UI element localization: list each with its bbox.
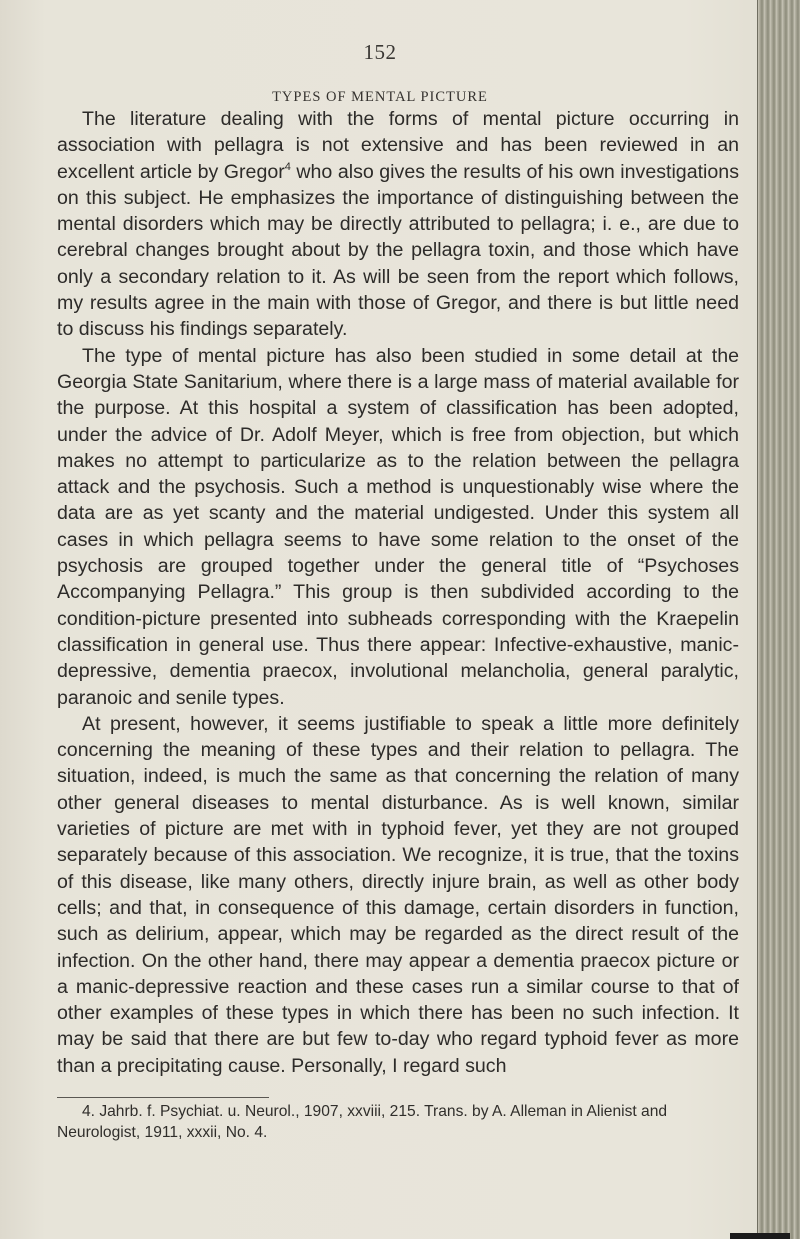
book-page-edge	[757, 0, 800, 1239]
page-edge-shadow	[730, 1233, 790, 1239]
footnote-reference: 4	[284, 160, 291, 173]
footnote-text: 4. Jahrb. f. Psychiat. u. Neurol., 1907, xxviii, 215. Trans. by A. Alleman in Alienist and Neurologist, 1911, xxxii, No. 4.	[57, 1103, 668, 1141]
paragraph-3: At present, however, it seems justifiable to speak a little more definitely concerning the meaning of these types and their relation to pellagra. The situation, indeed, is much the same as that concerning the relation of many other general diseases to mental disturbance. As is well known, similar varieties of picture are met with in typhoid fever, yet they are not grouped separately because of this association. We recognize, it is true, that the toxins of this disease, like many others, directly injure brain, as well as other body cells; and that, in consequence of this damage, certain disorders in function, such as delirium, appear, which may be regarded as the direct result of the infection. On the other hand, there may appear a dementia praecox picture or a manic-depressive reaction and these cases run a similar course to that of other examples of these types in which there has been no such infection. It may be said that there are but few to-day who regard typhoid fever as more than a precipitating cause. Personally, I regard such	[57, 712, 739, 1077]
running-head: TYPES OF MENTAL PICTURE	[272, 89, 488, 105]
body-text	[57, 106, 739, 1079]
footnote	[57, 1102, 739, 1143]
paragraph-1	[57, 106, 739, 343]
page-number: 152	[363, 40, 397, 64]
paragraph-2: The type of mental picture has also been studied in some detail at the Georgia State Sanitarium, where there is a large mass of material available for the purpose. At this hospital a system of classification has been adopted, under the advice of Dr. Adolf Meyer, which is free from objection, but which makes no attempt to particularize as to the relation between the pellagra attack and the psychosis. Such a method is unquestionably wise where the data are as yet scanty and the material undigested. Under this system all cases in which pellagra seems to have some relation to the onset of the psychosis are grouped together under the general title of “Psychoses Accompanying Pellagra.” This group is then subdivided according to the condition-picture presented into subheads corresponding with the Kraepelin classification in general use. Thus there appear: Infective-exhaustive, manic-depressive, dementia praecox, involutional melancholia, general paralytic, paranoic and senile types.	[57, 344, 739, 709]
paragraph-1-text-after: who also gives the results of his own investigations on this subject. He emphasizes the importance of distinguishing between the mental disorders which may be directly attributed to pellagra; i. e., are due to cerebral changes brought about by the pellagra toxin, and those which have only a secondary relation to it. As will be seen from the report which follows, my results agree in the main with those of Gregor, and there is but little need to discuss his findings separately.	[57, 160, 739, 341]
footnote-divider	[57, 1097, 269, 1098]
paragraph-1-text-before: The literature dealing with the forms of mental picture occurring in association with pellagra is not extensive and has been reviewed in an excellent article by Gregor	[57, 108, 739, 183]
